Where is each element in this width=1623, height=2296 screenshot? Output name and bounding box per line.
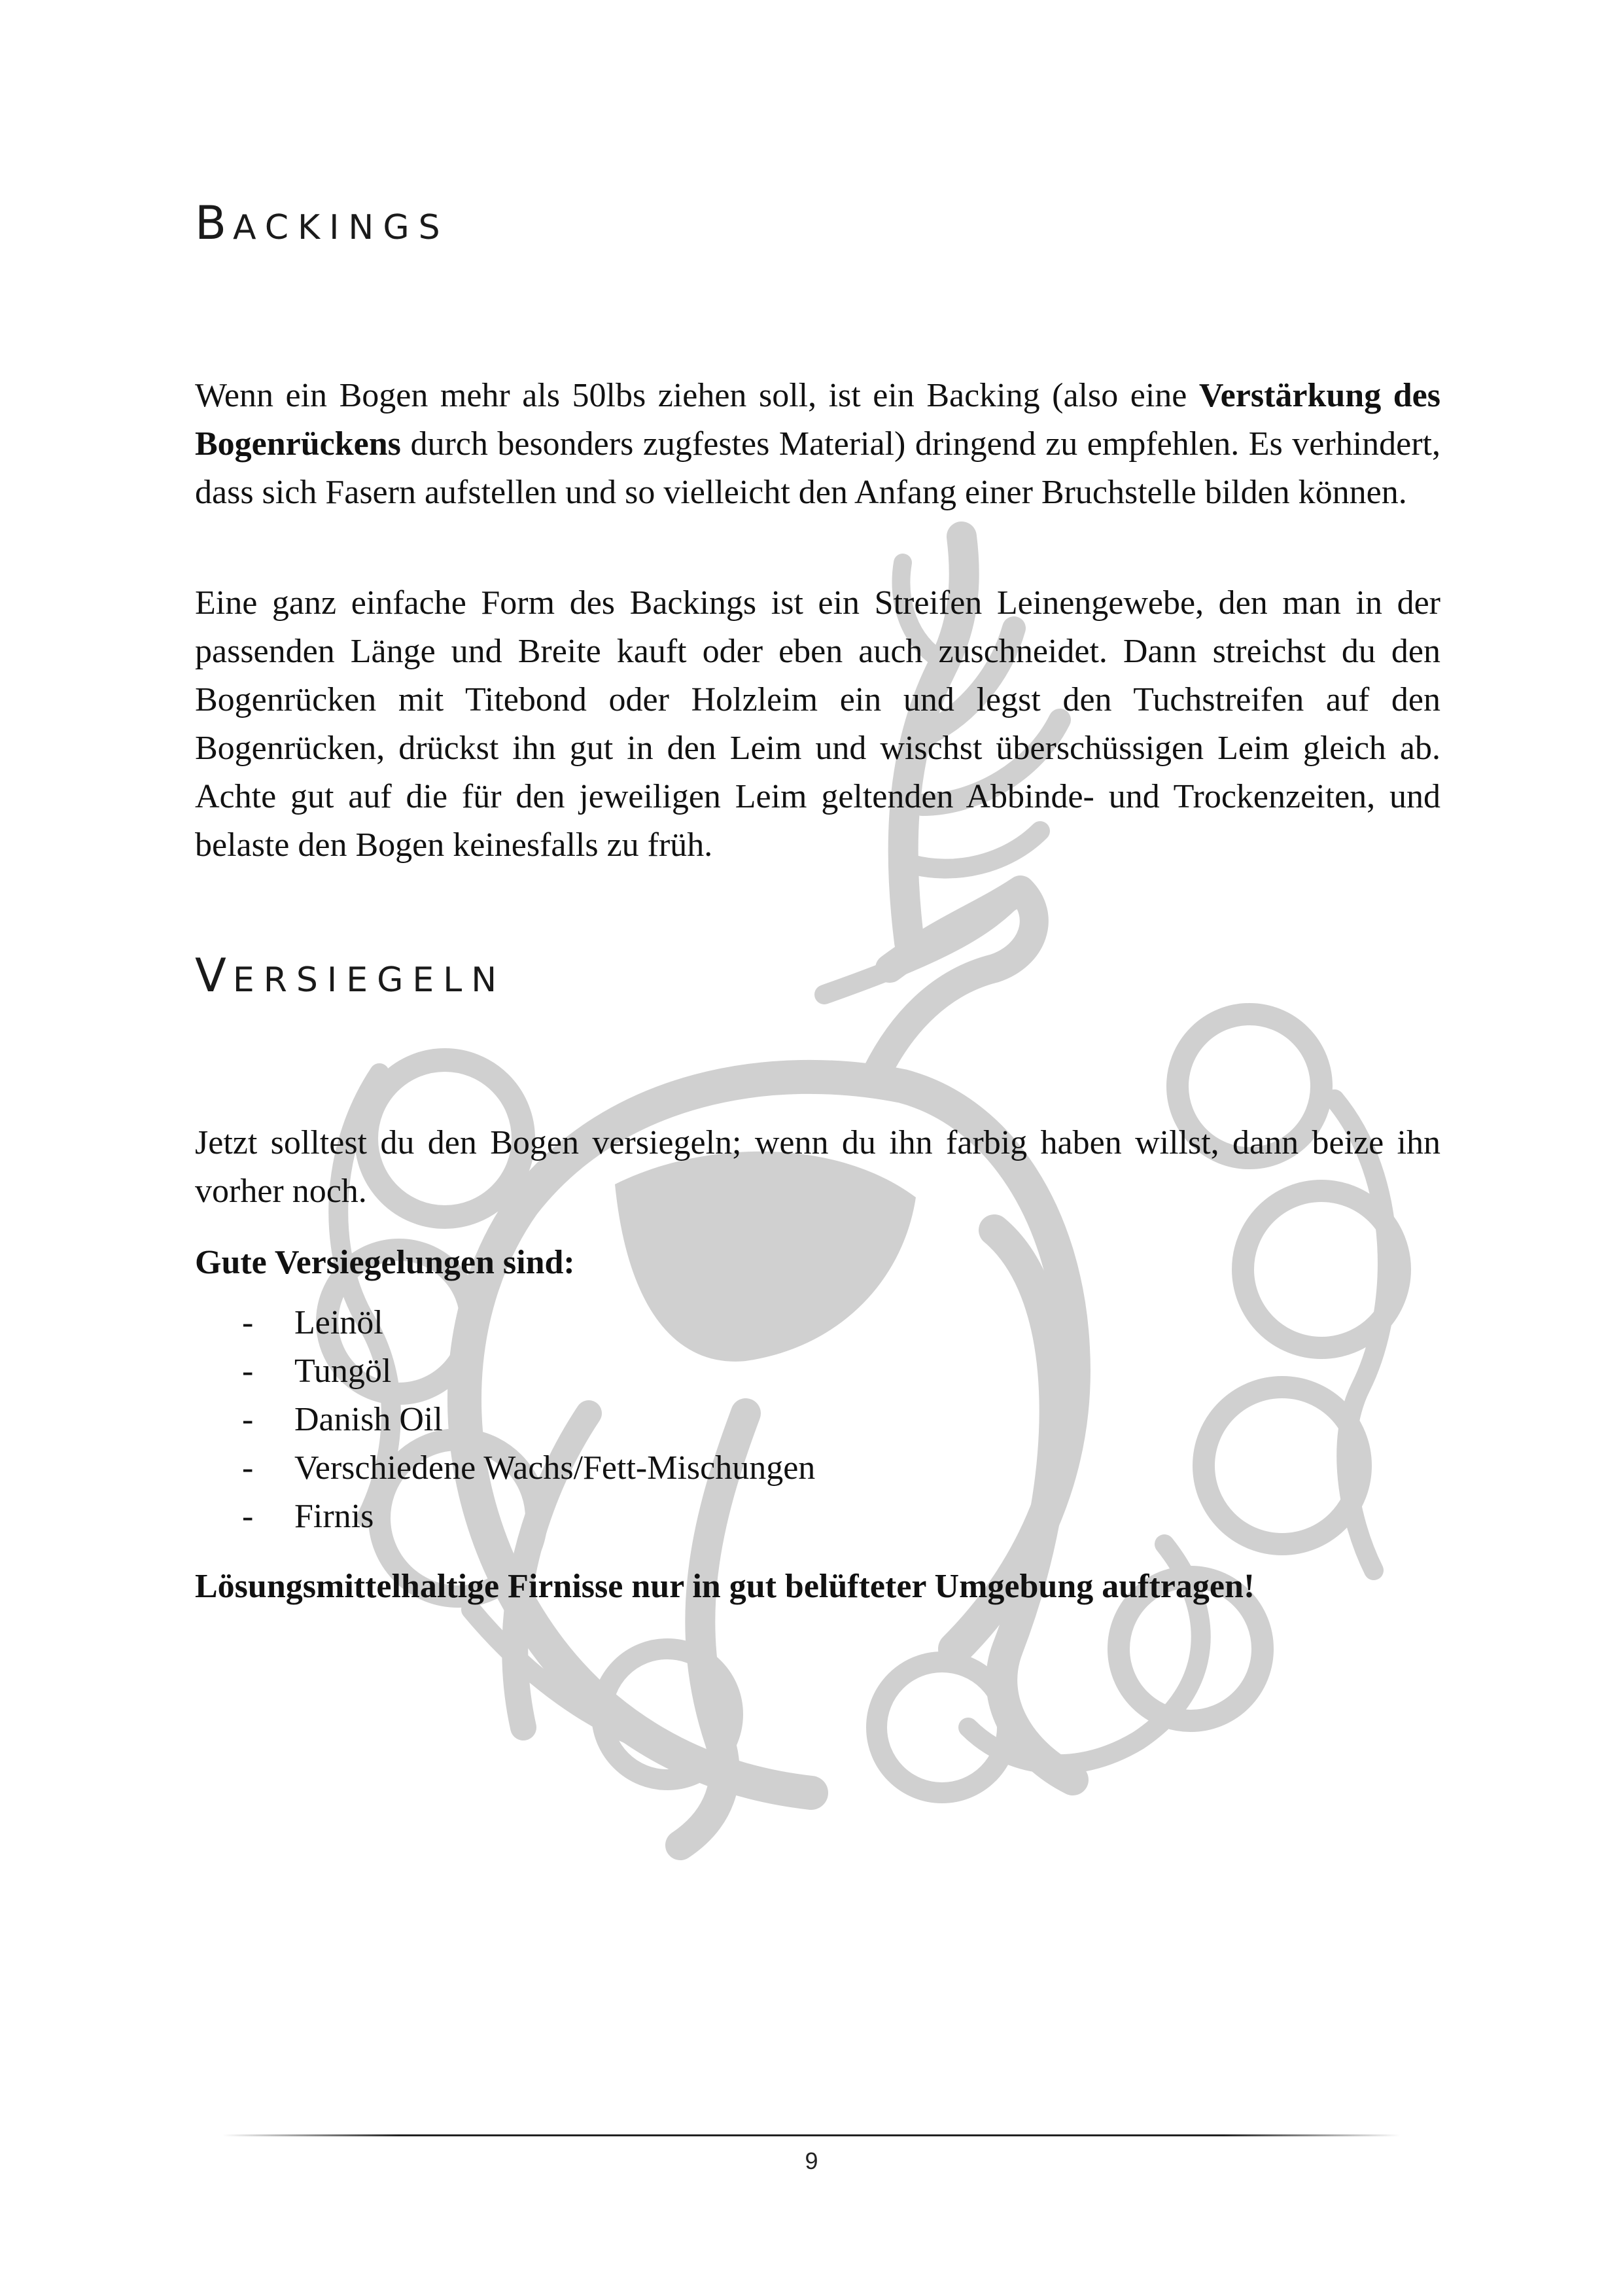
versiegeln-paragraph: Jetzt solltest du den Bogen versiegeln; wenn du ihn farbig haben willst, dann beize ihn vorher noch. <box>195 1124 1440 1210</box>
page-number: 9 <box>805 2147 818 2174</box>
footer-divider <box>222 2134 1400 2136</box>
backings-p1-before: Wenn ein Bogen mehr als 50lbs ziehen soll, ist ein Backing (also eine <box>195 377 1199 414</box>
backings-paragraph-1 <box>195 372 1440 517</box>
list-item-label: Danish Oil <box>294 1401 443 1438</box>
sealants-list <box>195 1299 815 1541</box>
heading-backings <box>195 196 449 250</box>
backings-p1-after: durch besonders zugfestes Material) dringend zu empfehlen. Es verhindert, dass sich Fasern aufstellen und so vielleicht den Anfang einer Bruchstelle bilden können. <box>195 425 1440 511</box>
list-item-label: Firnis <box>294 1498 374 1535</box>
backings-p1-bold: Verstärkung des Bogenrückens <box>195 377 1440 463</box>
backings-paragraph-2: Eine ganz einfache Form des Backings ist ein Streifen Leinengewebe, den man in der passenden Länge und Breite kauft oder eben auch zuschneidet. Dann streichst du den Bogenrücken mit Titebond oder Holzleim ein und legst den Tuchstreifen auf den Bogenrücken, drückst ihn gut in den Leim und wischst überschüssigen Leim gleich ab. Achte gut auf die für den jeweiligen Leim geltenden Abbinde- und Trockenzeiten, und belaste den Bogen keinesfalls zu früh. <box>195 584 1440 864</box>
heading-backings-rest: ACKINGS <box>233 208 449 247</box>
list-dash: - <box>242 1498 254 1535</box>
heading-versiegeln-cap: V <box>195 949 233 1002</box>
heading-versiegeln <box>195 949 506 1002</box>
list-item <box>195 1299 815 1347</box>
list-dash: - <box>242 1304 254 1341</box>
list-dash: - <box>242 1449 254 1487</box>
list-dash: - <box>242 1352 254 1390</box>
solvent-warning: Lösungsmittelhaltige Firnisse nur in gut belüfteter Umgebung auftragen! <box>195 1568 1255 1605</box>
heading-backings-cap: B <box>195 196 234 250</box>
list-item-label: Verschiedene Wachs/Fett-Mischungen <box>294 1449 816 1487</box>
list-item-label: Leinöl <box>294 1304 383 1341</box>
list-item <box>195 1492 815 1541</box>
list-item-label: Tungöl <box>294 1352 392 1390</box>
heading-versiegeln-rest: ERSIEGELN <box>232 961 506 1000</box>
list-dash: - <box>242 1401 254 1438</box>
list-item <box>195 1396 815 1444</box>
list-item <box>195 1347 815 1396</box>
sealants-subheading: Gute Versiegelungen sind: <box>195 1244 575 1281</box>
list-item <box>195 1444 815 1492</box>
